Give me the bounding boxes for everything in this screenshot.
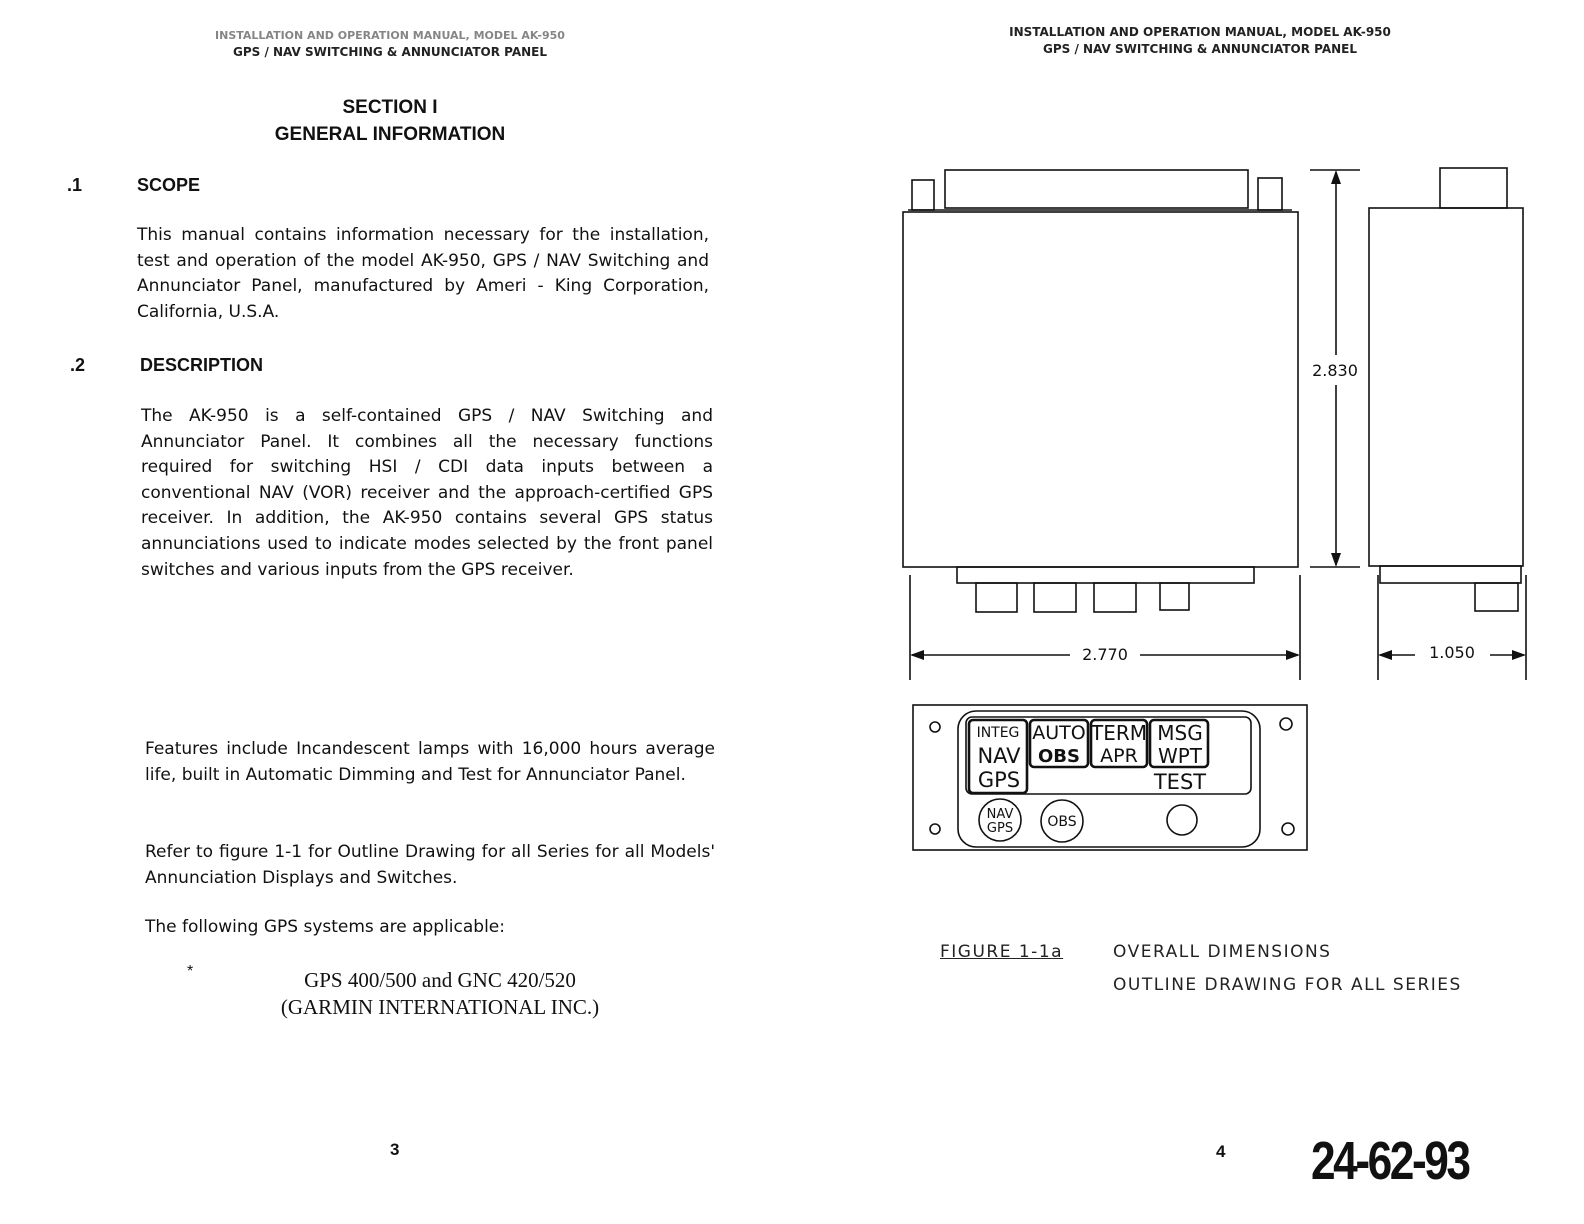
test-label: TEST (1153, 770, 1207, 794)
scope-number: .1 (67, 175, 83, 195)
test-switch (1167, 805, 1197, 835)
knob-3 (1094, 583, 1136, 612)
left-header-line1: INSTALLATION AND OPERATION MANUAL, MODEL AK-950 (215, 29, 565, 42)
lamp-label-auto: AUTO (1032, 722, 1086, 744)
lamp-label-gps: GPS (977, 768, 1021, 792)
knob-2 (1034, 583, 1076, 612)
figure-label: FIGURE 1-1a (940, 942, 1064, 962)
figure-caption-line2: OUTLINE DRAWING FOR ALL SERIES (1113, 975, 1462, 995)
features-paragraph: Features include Incandescent lamps with 16,000 hours average life, built in Automatic Dimming and Test for Annunciator Panel. (145, 739, 715, 785)
figure-caption-line1: OVERALL DIMENSIONS (1113, 942, 1332, 962)
side-bezel (1380, 566, 1521, 583)
gps-line1: GPS 400/500 and GNC 420/520 (304, 968, 576, 992)
scope-title: SCOPE (137, 175, 201, 195)
lamp-label-wpt: WPT (1157, 744, 1203, 768)
description-number: .2 (70, 355, 86, 375)
switch-label-nav: NAV (986, 807, 1014, 822)
section-title: SECTION I (342, 97, 438, 118)
unit-body-side (1369, 208, 1523, 566)
side-knob (1475, 583, 1518, 611)
description-title: DESCRIPTION (140, 355, 264, 375)
refer-paragraph: Refer to figure 1-1 for Outline Drawing for all Series for all Models' Annunciation Displays and Switches. (145, 842, 715, 888)
knob-4 (1160, 583, 1189, 610)
right-page-number: 4 (1216, 1142, 1226, 1161)
knob-1 (976, 583, 1017, 612)
right-header-line2: GPS / NAV SWITCHING & ANNUNCIATOR PANEL (1042, 42, 1358, 56)
applicable-paragraph: The following GPS systems are applicable: (145, 917, 505, 937)
width-dimension: 2.770 (1082, 645, 1128, 664)
switch-label-obs: OBS (1047, 814, 1077, 830)
top-connector-left (912, 180, 934, 210)
lamp-label-integ: INTEG (976, 725, 1020, 741)
left-header-line2: GPS / NAV SWITCHING & ANNUNCIATOR PANEL (232, 45, 548, 59)
top-connector-right (1258, 178, 1282, 210)
unit-body-front (903, 212, 1298, 567)
description-paragraph: The AK-950 is a self-contained GPS / NAV Switching and Annunciator Panel. It combines all the necessary functions required for switching HSI / CDI data inputs between a conventional NAV (VOR) receiver and the approach-certified GPS receiver. In addition, the AK-950 contains several GPS status annunciations used to indicate modes selected by the front panel switches and various inputs from the GPS receiver. (141, 406, 713, 580)
lamp-label-nav: NAV (977, 744, 1021, 768)
lamp-label-term: TERM (1090, 721, 1148, 745)
section-subtitle: GENERAL INFORMATION (274, 124, 506, 145)
scope-paragraph: This manual contains information necessary for the installation, test and operation of the model AK-950, GPS / NAV Switching and Annunciator Panel, manufactured by Ameri - King Corporation, California, U.S.A. (137, 225, 709, 322)
lamp-label-apr: APR (1100, 745, 1138, 767)
height-dimension: 2.830 (1312, 361, 1358, 380)
depth-dimension: 1.050 (1429, 643, 1475, 662)
list-bullet: * (187, 963, 194, 980)
lamp-label-obs: OBS (1038, 746, 1080, 767)
side-connector (1440, 168, 1507, 208)
bezel-strip (957, 567, 1254, 583)
right-header-line1: INSTALLATION AND OPERATION MANUAL, MODEL AK-950 (1009, 25, 1391, 39)
switch-label-gps: GPS (986, 821, 1014, 836)
gps-line2: (GARMIN INTERNATIONAL INC.) (280, 995, 600, 1019)
lamp-label-msg: MSG (1157, 721, 1203, 745)
document-number: 24-62-93 (1311, 1131, 1469, 1191)
top-connector-center (945, 170, 1248, 208)
left-page-number: 3 (390, 1140, 400, 1159)
